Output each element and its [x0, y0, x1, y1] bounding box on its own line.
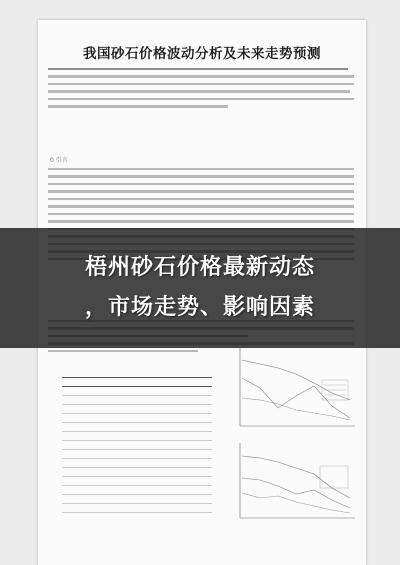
table-row [62, 468, 212, 477]
table-row [62, 414, 212, 423]
figure-chart-top [240, 348, 355, 426]
section-heading: 0 引言 [50, 157, 68, 164]
table-row [62, 396, 212, 405]
headline-line-1: 梧州砂石价格最新动态 [84, 255, 315, 280]
table-row [62, 486, 212, 495]
table-row [62, 450, 212, 459]
table-row [62, 441, 212, 450]
abstract-text-block [48, 68, 354, 113]
table-row [62, 504, 212, 513]
table-row [62, 405, 212, 414]
table-row [62, 477, 212, 486]
table-row [62, 432, 212, 441]
figure-charts [230, 338, 360, 533]
table-row [62, 387, 212, 396]
table-row [62, 459, 212, 468]
headline-overlay-band [0, 228, 400, 348]
headline-line-2: ，市场走势、影响因素 [84, 295, 315, 320]
table-row [62, 423, 212, 432]
table-caption [62, 368, 212, 374]
data-table [62, 368, 212, 513]
table-row [62, 495, 212, 504]
paper-title: 我国砂石价格波动分析及未来走势预测 [83, 46, 321, 62]
figure-chart-bottom [240, 443, 355, 518]
